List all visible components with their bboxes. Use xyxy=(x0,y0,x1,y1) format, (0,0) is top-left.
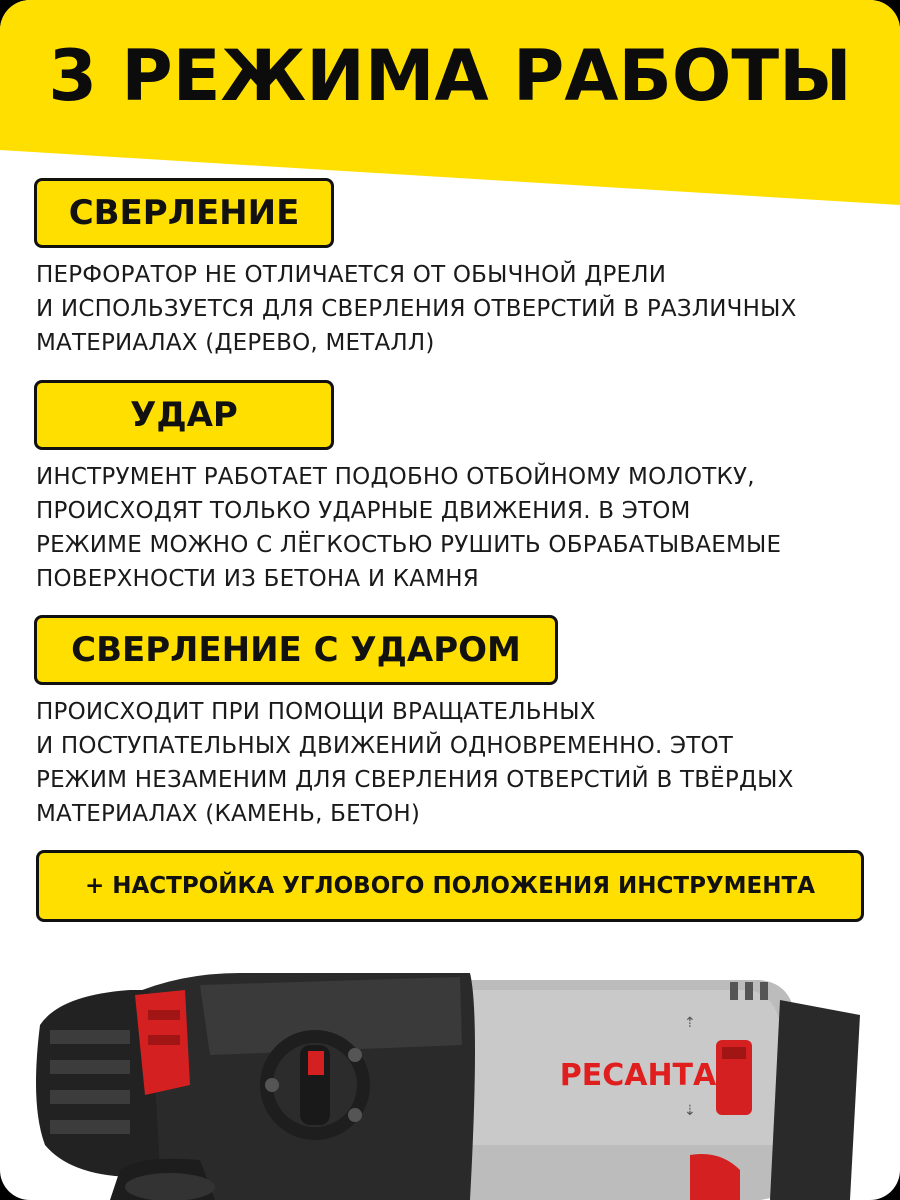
description-line: ИНСТРУМЕНТ РАБОТАЕТ ПОДОБНО ОТБОЙНОМУ МОЛОТКУ, xyxy=(36,464,755,490)
description-line: РЕЖИМ НЕЗАМЕНИМ ДЛЯ СВЕРЛЕНИЯ ОТВЕРСТИЙ В ТВЁРДЫХ xyxy=(36,767,794,793)
description-line: МАТЕРИАЛАХ (ДЕРЕВО, МЕТАЛЛ) xyxy=(36,330,435,356)
description-line: ПРОИСХОДИТ ПРИ ПОМОЩИ ВРАЩАТЕЛЬНЫХ xyxy=(36,699,596,725)
mode-label-hammer-drilling: СВЕРЛЕНИЕ С УДАРОМ xyxy=(34,615,558,685)
description-line: МАТЕРИАЛАХ (КАМЕНЬ, БЕТОН) xyxy=(36,801,421,827)
mode-label-impact: УДАР xyxy=(34,380,334,450)
svg-text:⇣: ⇣ xyxy=(684,1103,696,1119)
description-line: ПЕРФОРАТОР НЕ ОТЛИЧАЕТСЯ ОТ ОБЫЧНОЙ ДРЕЛИ xyxy=(36,262,667,288)
svg-text:⇡: ⇡ xyxy=(684,1015,696,1031)
brand-logo: РЕСАНТА xyxy=(559,1058,717,1093)
angle-adjustment-badge: + НАСТРОЙКА УГЛОВОГО ПОЛОЖЕНИЯ ИНСТРУМЕНТА xyxy=(36,850,864,922)
description-line: И ПОСТУПАТЕЛЬНЫХ ДВИЖЕНИЙ ОДНОВРЕМЕННО. ЭТОТ xyxy=(36,733,734,759)
description-line: РЕЖИМЕ МОЖНО С ЛЁГКОСТЬЮ РУШИТЬ ОБРАБАТЫВАЕМЫЕ xyxy=(36,532,782,558)
description-line: ПОВЕРХНОСТИ ИЗ БЕТОНА И КАМНЯ xyxy=(36,566,479,592)
description-line: И ИСПОЛЬЗУЕТСЯ ДЛЯ СВЕРЛЕНИЯ ОТВЕРСТИЙ В РАЗЛИЧНЫХ xyxy=(36,296,797,322)
page-title: 3 РЕЖИМА РАБОТЫ xyxy=(48,35,852,117)
mode-description-hammer-drilling xyxy=(36,695,876,831)
rotary-hammer-image xyxy=(0,955,900,1200)
mode-label-drilling: СВЕРЛЕНИЕ xyxy=(34,178,334,248)
mode-description-impact xyxy=(36,460,876,596)
mode-description-drilling xyxy=(36,258,876,360)
description-line: ПРОИСХОДЯТ ТОЛЬКО УДАРНЫЕ ДВИЖЕНИЯ. В ЭТОМ xyxy=(36,498,691,524)
